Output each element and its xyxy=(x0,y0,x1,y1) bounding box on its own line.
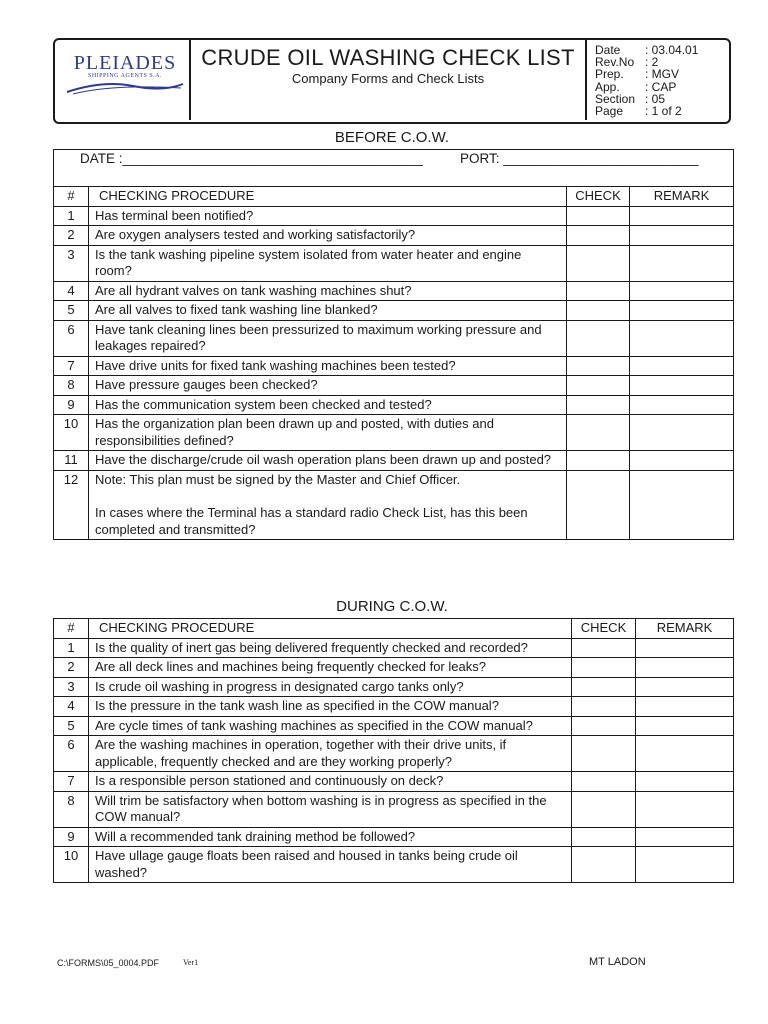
remark-cell[interactable] xyxy=(636,677,734,697)
row-number: 1 xyxy=(54,638,89,658)
meta-value: : 05 xyxy=(645,91,666,106)
row-number: 7 xyxy=(54,772,89,792)
procedure-text: Have drive units for fixed tank washing machines been tested? xyxy=(89,356,567,376)
document-subtitle: Company Forms and Check Lists xyxy=(291,71,485,86)
meta-value: : 1 of 2 xyxy=(645,104,682,119)
company-logo xyxy=(63,48,187,106)
row-number: 8 xyxy=(54,791,89,827)
table-row xyxy=(54,206,734,226)
check-cell[interactable] xyxy=(572,791,636,827)
procedure-text: Is the pressure in the tank wash line as specified in the COW manual? xyxy=(89,697,572,717)
check-cell[interactable] xyxy=(572,827,636,847)
procedure-text: Has the organization plan been drawn up and posted, with duties and responsibilities defined? xyxy=(89,415,567,451)
remark-cell[interactable] xyxy=(636,736,734,772)
footer-file-path: C:\FORMS\05_0004.PDF xyxy=(57,958,160,968)
row-number: 10 xyxy=(54,415,89,451)
meta-value: : 03.04.01 xyxy=(645,43,699,57)
check-cell[interactable] xyxy=(567,376,630,396)
procedure-text: Are all deck lines and machines being frequently checked for leaks? xyxy=(89,658,572,678)
check-cell[interactable] xyxy=(572,736,636,772)
table-row xyxy=(54,376,734,396)
check-cell[interactable] xyxy=(572,716,636,736)
meta-page xyxy=(595,105,698,117)
procedure-text: Has the communication system been checked and tested? xyxy=(89,395,567,415)
check-cell[interactable] xyxy=(567,301,630,321)
meta-label: App. xyxy=(595,79,620,94)
row-number: 3 xyxy=(54,245,89,281)
document-title: CRUDE OIL WASHING CHECK LIST xyxy=(201,45,575,70)
table-row xyxy=(54,772,734,792)
column-header: REMARK xyxy=(636,619,734,639)
meta-label: Date xyxy=(595,43,621,57)
row-number: 8 xyxy=(54,376,89,396)
date-port-row xyxy=(54,150,734,187)
logo-subtitle: SHIPPING AGENTS S.A. xyxy=(87,73,162,79)
column-header: CHECKING PROCEDURE xyxy=(89,619,572,639)
check-cell[interactable] xyxy=(567,226,630,246)
meta-label: Rev.No xyxy=(595,55,635,70)
check-cell[interactable] xyxy=(567,320,630,356)
meta-label: Page xyxy=(595,104,624,119)
check-cell[interactable] xyxy=(572,638,636,658)
remark-cell[interactable] xyxy=(630,206,734,226)
row-number: 10 xyxy=(54,847,89,883)
row-number: 1 xyxy=(54,206,89,226)
procedure-text-note xyxy=(89,470,567,540)
logo-name: PLEIADES xyxy=(73,52,177,74)
table-header-row xyxy=(54,187,734,207)
procedure-text: Is crude oil washing in progress in designated cargo tanks only? xyxy=(89,677,572,697)
table-row xyxy=(54,716,734,736)
row-number: 5 xyxy=(54,301,89,321)
table-row xyxy=(54,470,734,540)
procedure-text: Have the discharge/crude oil wash operation plans been drawn up and posted? xyxy=(89,451,567,471)
procedure-text: Have tank cleaning lines been pressurized to maximum working pressure and leakages repaired? xyxy=(89,320,567,356)
check-cell[interactable] xyxy=(572,697,636,717)
column-header: # xyxy=(54,619,89,639)
check-cell[interactable] xyxy=(567,451,630,471)
footer-version: Ver1 xyxy=(183,958,199,967)
remark-cell[interactable] xyxy=(636,827,734,847)
meta-label: Prep. xyxy=(595,67,624,82)
row-number: 6 xyxy=(54,320,89,356)
procedure-text: Has terminal been notified? xyxy=(89,206,567,226)
check-cell[interactable] xyxy=(567,356,630,376)
header-divider xyxy=(585,40,587,120)
check-cell[interactable] xyxy=(567,206,630,226)
remark-cell[interactable] xyxy=(630,395,734,415)
check-cell[interactable] xyxy=(567,395,630,415)
table-header-row xyxy=(54,619,734,639)
table-row xyxy=(54,451,734,471)
table-row xyxy=(54,415,734,451)
remark-cell[interactable] xyxy=(636,847,734,883)
row-number: 2 xyxy=(54,226,89,246)
remark-cell[interactable] xyxy=(630,320,734,356)
row-number: 6 xyxy=(54,736,89,772)
table-row xyxy=(54,658,734,678)
document-header xyxy=(53,38,731,124)
row-number: 12 xyxy=(54,470,89,540)
check-cell[interactable] xyxy=(567,245,630,281)
remark-cell[interactable] xyxy=(636,697,734,717)
check-cell[interactable] xyxy=(567,415,630,451)
row-number: 5 xyxy=(54,716,89,736)
meta-value: : MGV xyxy=(645,67,680,82)
remark-cell[interactable] xyxy=(630,470,734,540)
procedure-text: Is a responsible person stationed and continuously on deck? xyxy=(89,772,572,792)
table-row xyxy=(54,736,734,772)
check-cell[interactable] xyxy=(572,772,636,792)
during-checklist-table xyxy=(53,618,734,883)
check-cell[interactable] xyxy=(572,677,636,697)
procedure-text: Are all hydrant valves on tank washing machines shut? xyxy=(89,281,567,301)
meta-prep xyxy=(595,68,698,80)
remark-cell[interactable] xyxy=(630,415,734,451)
procedure-text: Are all valves to fixed tank washing line blanked? xyxy=(89,301,567,321)
procedure-text: Are the washing machines in operation, together with their drive units, if applicable, frequently checked and are they working properly? xyxy=(89,736,572,772)
row-number: 9 xyxy=(54,827,89,847)
row-number: 4 xyxy=(54,281,89,301)
row-number: 9 xyxy=(54,395,89,415)
check-cell[interactable] xyxy=(572,658,636,678)
before-checklist-table xyxy=(53,149,734,540)
remark-cell[interactable] xyxy=(636,772,734,792)
table-row xyxy=(54,281,734,301)
meta-label: Section xyxy=(595,91,636,106)
procedure-text: Will trim be satisfactory when bottom washing is in progress as specified in the COW manual? xyxy=(89,791,572,827)
remark-cell[interactable] xyxy=(636,638,734,658)
remark-cell[interactable] xyxy=(636,791,734,827)
table-row xyxy=(54,697,734,717)
remark-cell[interactable] xyxy=(630,356,734,376)
table-row xyxy=(54,356,734,376)
column-header: CHECKING PROCEDURE xyxy=(89,187,567,207)
logo-swoosh-icon xyxy=(63,78,187,98)
remark-cell[interactable] xyxy=(630,301,734,321)
table-row xyxy=(54,395,734,415)
section-title-before: BEFORE C.O.W. xyxy=(334,129,450,146)
column-header: # xyxy=(54,187,89,207)
table-row xyxy=(54,226,734,246)
row-number: 3 xyxy=(54,677,89,697)
table-row xyxy=(54,301,734,321)
column-header: CHECK xyxy=(567,187,630,207)
check-cell[interactable] xyxy=(567,281,630,301)
check-cell[interactable] xyxy=(567,470,630,540)
meta-value: : CAP xyxy=(645,79,677,94)
remark-cell[interactable] xyxy=(630,226,734,246)
remark-cell[interactable] xyxy=(630,245,734,281)
section-title-during: DURING C.O.W. xyxy=(336,598,448,615)
table-row xyxy=(54,320,734,356)
procedure-text: Is the tank washing pipeline system isolated from water heater and engine room? xyxy=(89,245,567,281)
row-number: 2 xyxy=(54,658,89,678)
table-row xyxy=(54,638,734,658)
check-cell[interactable] xyxy=(572,847,636,883)
row-number: 11 xyxy=(54,451,89,471)
table-row xyxy=(54,245,734,281)
remark-cell[interactable] xyxy=(630,281,734,301)
date-field[interactable]: DATE :________________________________________ xyxy=(80,151,423,166)
note-line: In cases where the Terminal has a standard radio Check List, has this been completed and transmitted? xyxy=(95,505,528,537)
procedure-text: Are cycle times of tank washing machines as specified in the COW manual? xyxy=(89,716,572,736)
table-row xyxy=(54,791,734,827)
remark-cell[interactable] xyxy=(630,451,734,471)
column-header: CHECK xyxy=(572,619,636,639)
row-number: 7 xyxy=(54,356,89,376)
remark-cell[interactable] xyxy=(636,658,734,678)
procedure-text: Have pressure gauges been checked? xyxy=(89,376,567,396)
remark-cell[interactable] xyxy=(636,716,734,736)
date-port-cell xyxy=(54,150,734,187)
procedure-text: Is the quality of inert gas being delivered frequently checked and recorded? xyxy=(89,638,572,658)
port-field[interactable]: PORT: __________________________ xyxy=(460,151,699,166)
procedure-text: Have ullage gauge floats been raised and housed in tanks being crude oil washed? xyxy=(89,847,572,883)
remark-cell[interactable] xyxy=(630,376,734,396)
note-line: Note: This plan must be signed by the Master and Chief Officer. xyxy=(95,471,461,487)
footer-ship-name: MT LADON xyxy=(589,956,646,968)
document-meta xyxy=(595,44,698,117)
meta-app xyxy=(595,81,698,93)
note-spacer xyxy=(95,488,560,505)
table-row xyxy=(54,847,734,883)
table-row xyxy=(54,677,734,697)
header-divider xyxy=(189,40,191,120)
procedure-text: Are oxygen analysers tested and working satisfactorily? xyxy=(89,226,567,246)
procedure-text: Will a recommended tank draining method be followed? xyxy=(89,827,572,847)
meta-value: : 2 xyxy=(645,55,659,70)
table-row xyxy=(54,827,734,847)
row-number: 4 xyxy=(54,697,89,717)
column-header: REMARK xyxy=(630,187,734,207)
